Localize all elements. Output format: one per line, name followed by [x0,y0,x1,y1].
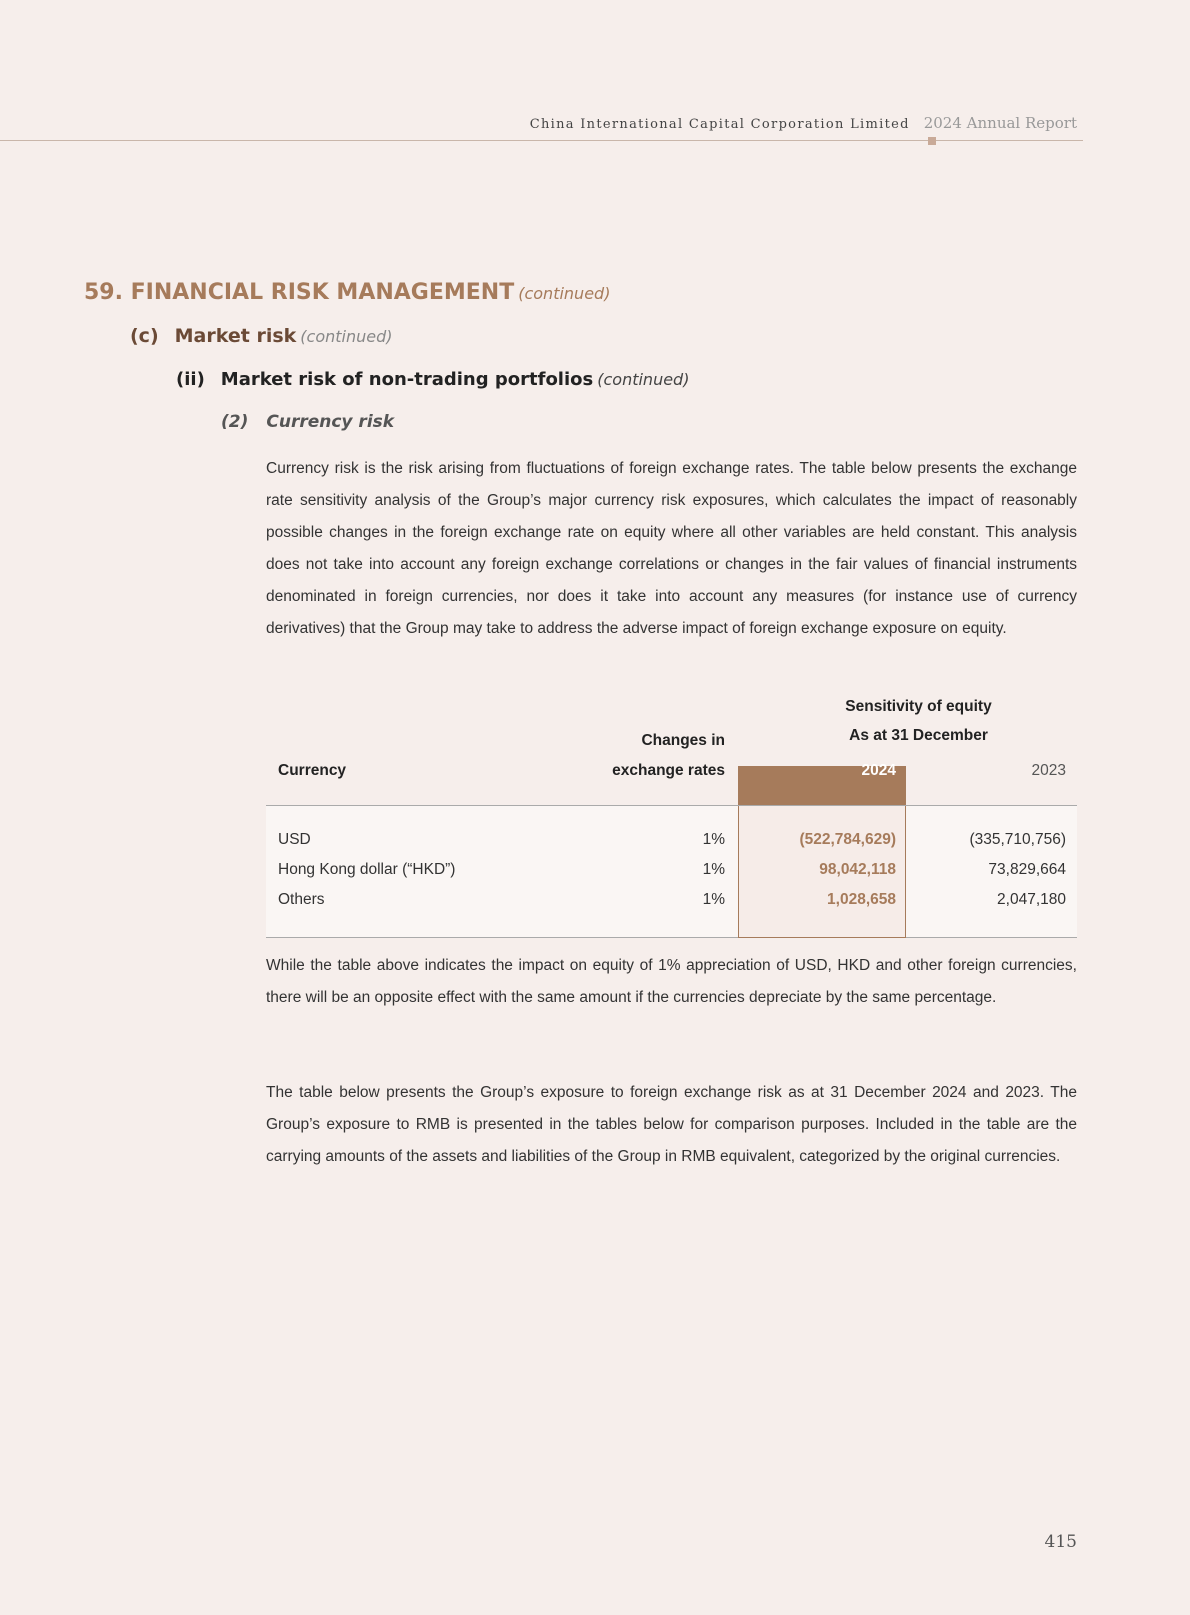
continued-label: (continued) [300,327,393,346]
col-header-changes-2: exchange rates [612,762,725,779]
cell-currency: Hong Kong dollar (“HKD”) [278,861,456,878]
section-number: 59. [84,280,123,305]
col-header-currency: Currency [278,762,347,779]
header-marker [928,137,936,145]
running-header [530,114,1077,132]
cell-2023: (335,710,756) [969,831,1066,848]
section-heading [84,280,610,305]
cell-2024: 98,042,118 [819,861,896,878]
subsection-title: Market risk [174,325,297,347]
cell-2024: (522,784,629) [799,831,896,848]
subsection-number: (c) [130,325,159,347]
highlight-column-2024 [738,766,906,938]
header-rule [0,140,1083,141]
item-heading [221,412,394,432]
group-header: Sensitivity of equity [845,698,992,715]
cell-2024: 1,028,658 [827,891,896,908]
subsubsection-heading [176,369,689,390]
item-number: (2) [221,412,249,432]
subsubsection-number: (ii) [176,369,205,390]
cell-change: 1% [702,891,725,908]
cell-2023: 2,047,180 [997,891,1066,908]
cell-change: 1% [702,861,725,878]
col-header-2023: 2023 [1031,762,1066,779]
item-title: Currency risk [266,412,395,432]
header-rule [266,805,1077,806]
continued-label: (continued) [597,370,690,389]
sensitivity-table [266,700,1077,938]
section-title: FINANCIAL RISK MANAGEMENT [130,280,515,305]
subsubsection-title: Market risk of non-trading portfolios [220,369,594,390]
continued-label: (continued) [518,284,611,303]
paragraph-exposure: The table below presents the Group’s exposure to foreign exchange risk as at 31 December 2024 and 2023. The Group’s exposure to RMB is presented in the tables below for comparison purposes. Included in the table are the carrying amounts of the assets and liabilities of the Group in RMB equivalent, categorized by the original currencies. [266,1084,1077,1165]
group-header-sub: As at 31 December [849,727,988,744]
cell-change: 1% [702,831,725,848]
cell-2023: 73,829,664 [988,861,1066,878]
paragraph-intro: Currency risk is the risk arising from fluctuations of foreign exchange rates. The table below presents the exchange rate sensitivity analysis of the Group’s major currency risk exposures, which calculates the impact of reasonably possible changes in the foreign exchange rate on equity where all other variables are held constant. This analysis does not take into account any foreign exchange correlations or changes in the fair values of financial instruments denominated in foreign currencies, nor does it take into account any measures (for instance use of currency derivatives) that the Group may take to address the adverse impact of foreign exchange exposure on equity. [266,460,1077,637]
report-title: 2024 Annual Report [923,114,1077,132]
page-number: 415 [1044,1532,1077,1552]
cell-currency: Others [278,891,325,908]
paragraph-note: While the table above indicates the impact on equity of 1% appreciation of USD, HKD and other foreign currencies, there will be an opposite effect with the same amount if the currencies depreciate by the same percentage. [266,957,1077,1006]
col-header-changes-1: Changes in [641,732,725,749]
cell-currency: USD [278,831,311,848]
col-header-2024: 2024 [861,762,896,779]
company-name: China International Capital Corporation Limited [529,117,910,132]
subsection-heading [130,325,393,347]
